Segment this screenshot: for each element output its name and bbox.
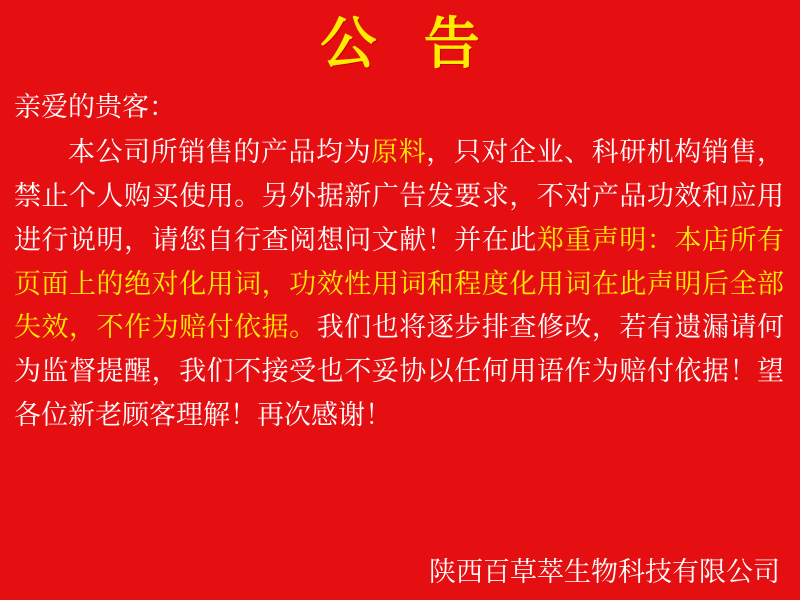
announcement-body [0, 76, 800, 438]
highlight-statement: 郑重声明：本店所有页面上的绝对化用词，功效性用词和程度化用词在此声明后全部失效，不作为赔付依据。 [14, 224, 785, 344]
paragraph-segment-2: ，只对企业、科研机构销售，禁止个人购买使用。另外据新广告发要求，不对产品功效和应用进行说明，请您自行查阅想问文献！并在此 [14, 137, 785, 256]
company-signature: 陕西百草萃生物科技有限公司 [429, 557, 780, 589]
highlight-raw-material: 原料 [371, 137, 427, 169]
page-title: 公 告 [320, 12, 494, 77]
paragraph-segment-3: 我们也将逐步排查修改，若有遗漏请何为监督提醒，我们不接受也不妥协以任何用语作为赔付依据！望各位新老顾客理解！再次感谢！ [14, 312, 784, 431]
announcement-paragraph [14, 131, 784, 437]
paragraph-segment-1: 本公司所销售的产品均为 [68, 137, 372, 169]
salutation-text: 亲爱的贵客： [14, 91, 176, 123]
